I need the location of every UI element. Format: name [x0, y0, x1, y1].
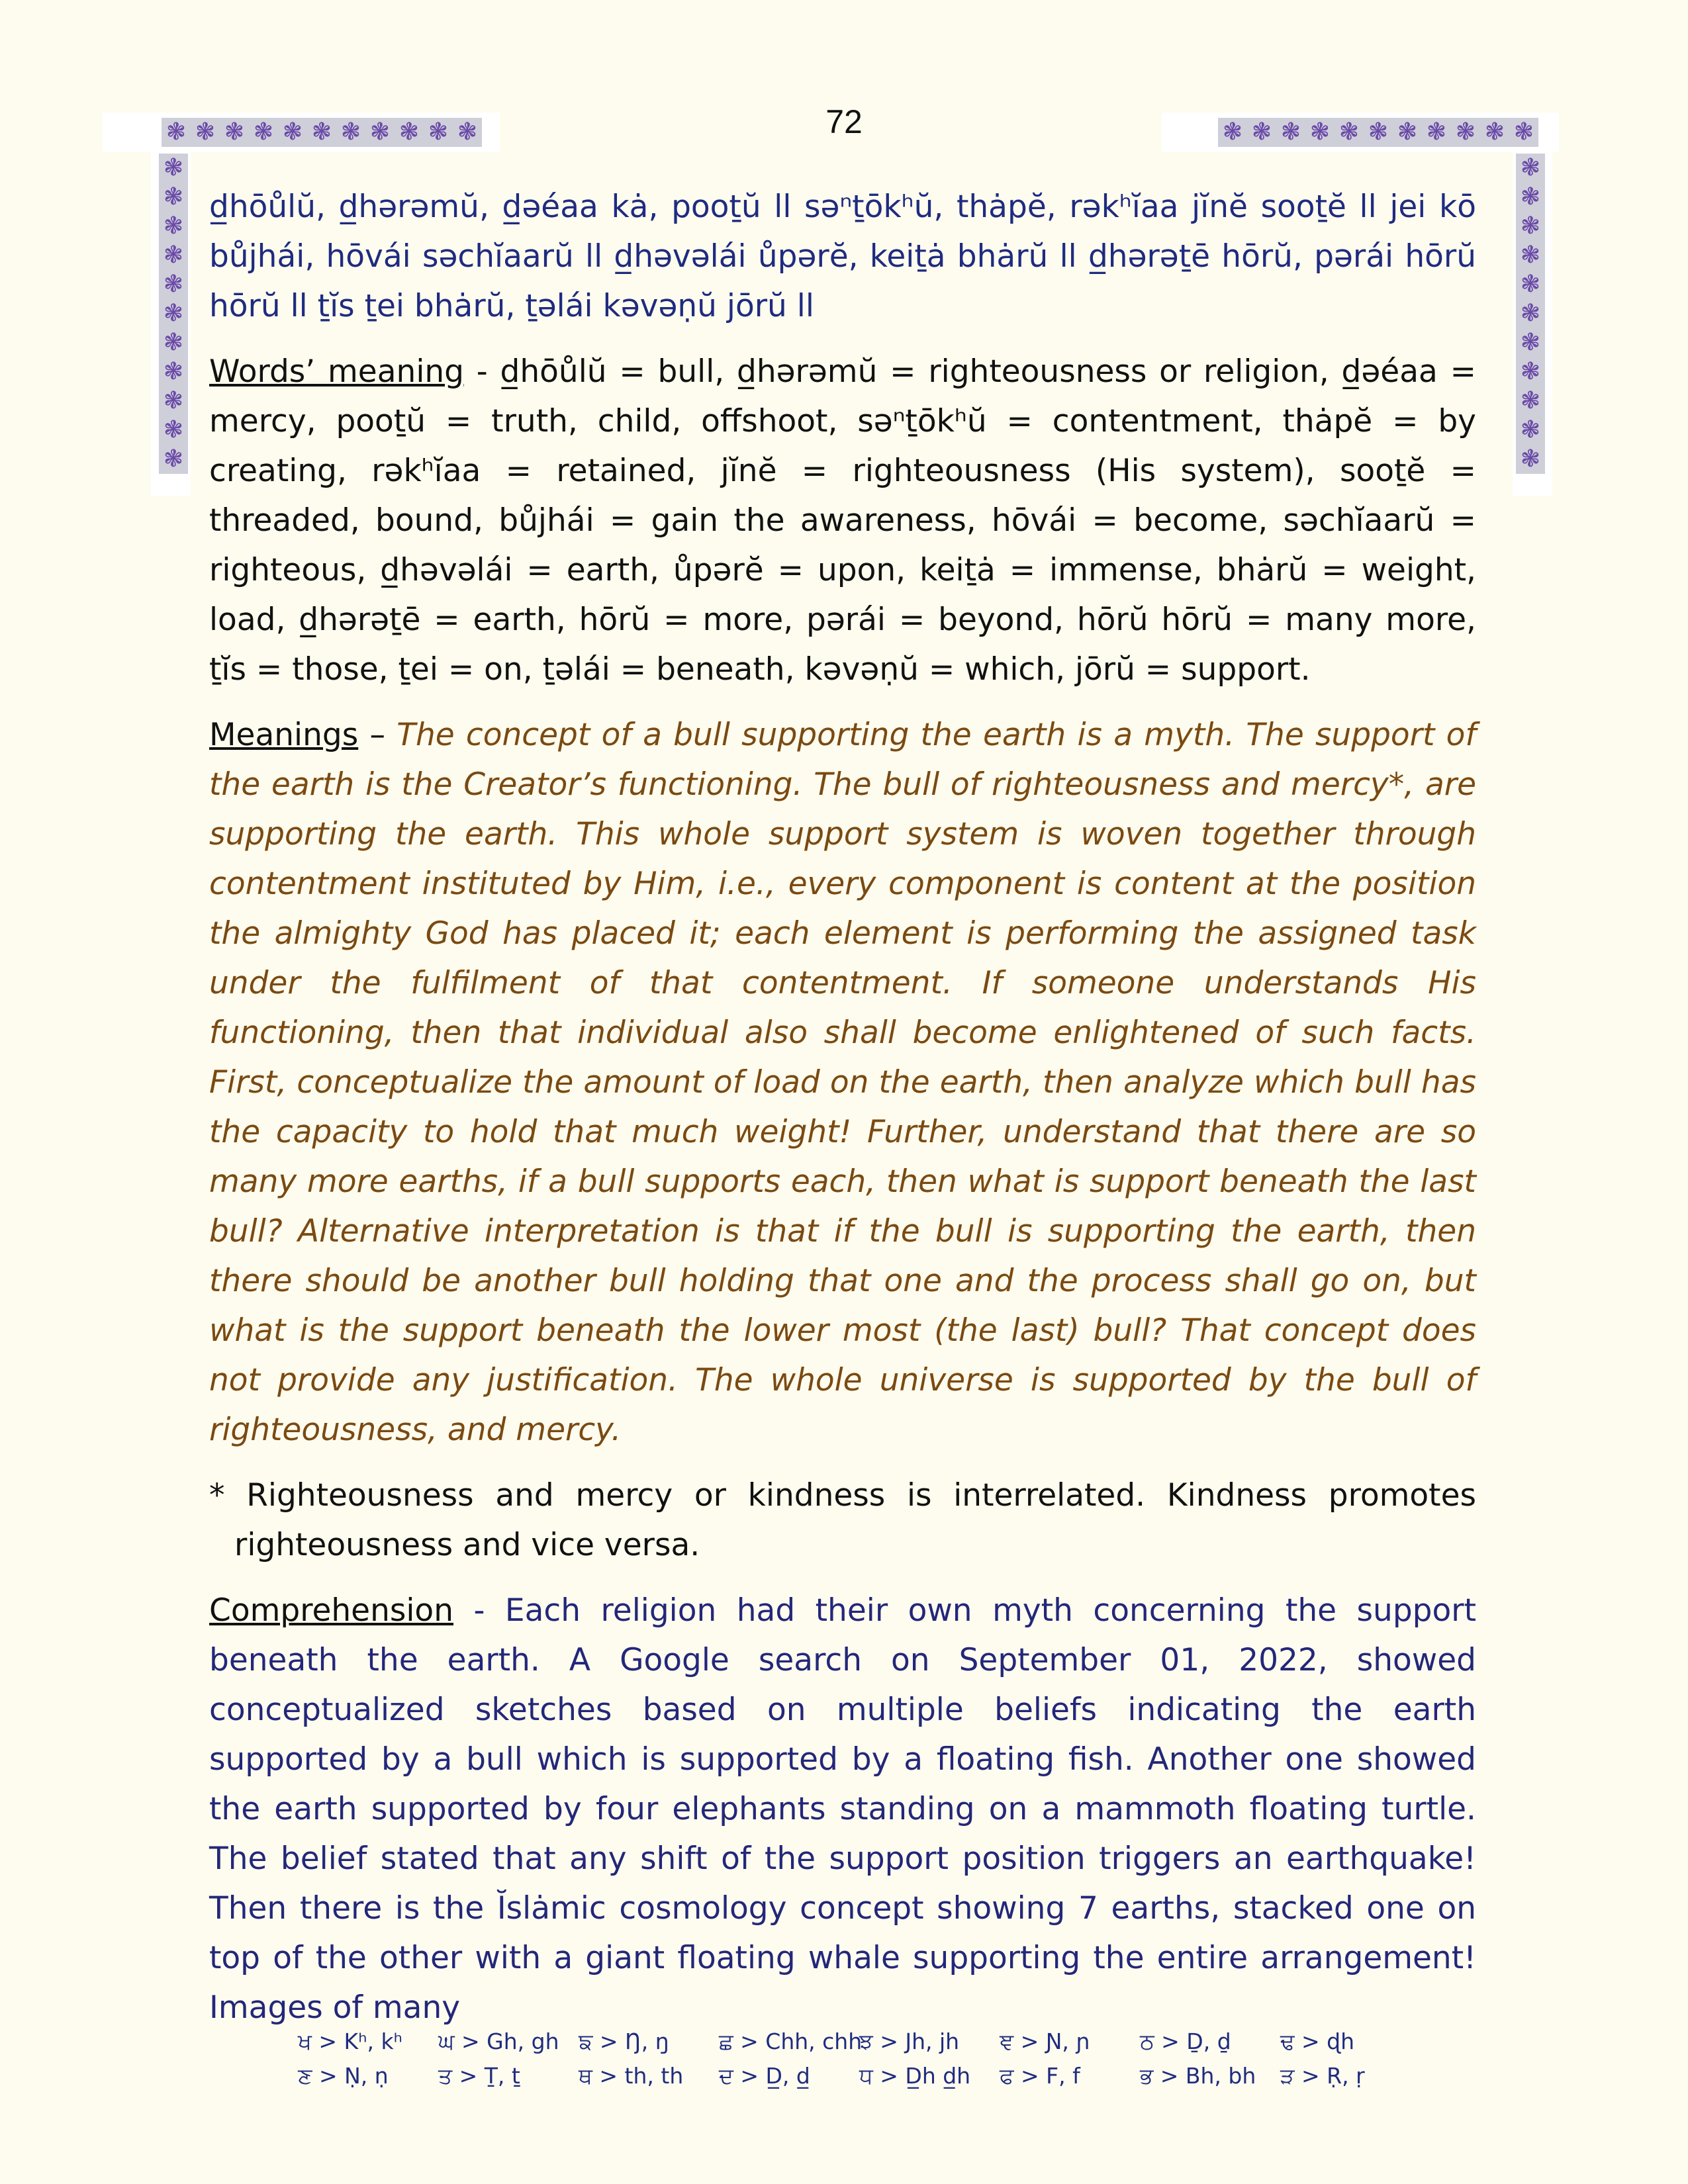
- legend-entry: ਦ > D̲, d̲: [719, 2063, 810, 2089]
- flower-ornament-icon: ❃: [159, 445, 188, 474]
- flower-ornament-icon: ❃: [1422, 118, 1451, 147]
- flower-ornament-icon: ❃: [1305, 118, 1335, 147]
- flower-ornament-icon: ❃: [1516, 212, 1545, 241]
- meanings-paragraph: [209, 710, 1476, 1455]
- comprehension-body: - Each religion had their own myth concerning the support beneath the earth. A Google search on September 01, 2022, showed conceptualized sketches based on multiple beliefs indicating the earth supported by a bull which is supported by a floating fish. Another one showed the earth supported by four elephants standing on a mammoth floating turtle. The belief stated that any shift of the support position triggers an earthquake! Then there is the Ĭslȧmic cosmology concept showing 7 earths, stacked one on top of the other with a giant floating whale supporting the entire arrangement! Images of many: [209, 1592, 1476, 2026]
- meanings-dash: –: [358, 717, 397, 753]
- flower-ornament-icon: ❃: [1509, 118, 1538, 147]
- flower-ornament-icon: ❃: [424, 118, 453, 147]
- flower-ornament-icon: ❃: [159, 154, 188, 183]
- flower-ornament-icon: ❃: [1516, 357, 1545, 387]
- legend-entry: ਙ > Ŋ, ŋ: [579, 2028, 669, 2054]
- flower-ornament-icon: ❃: [159, 299, 188, 328]
- meanings-body: The concept of a bull supporting the earth is a myth. The support of the earth is the Creator’s functioning. The bull of righteousness and mercy*, are supporting the earth. This whole support system is woven together through contentment instituted by Him, i.e., every component is content at the position the almighty God has placed it; each element is performing the assigned task under the fulfilment of that contentment. If someone understands His functioning, then that individual also shall become enlightened of such facts. First, conceptualize the amount of load on the earth, then analyze which bull has the capacity to hold that much weight! Further, understand that there are so many more earths, if a bull supports each, then what is support beneath the last bull? Alternative interpretation is that if the bull is supporting the earth, then there should be another bull holding that one and the process shall go on, but what is the support beneath the lower most (the last) bull? That concept does not provide any justification. The whole universe is supported by the bull of righteousness, and mercy.: [209, 717, 1476, 1448]
- flower-ornament-icon: ❃: [365, 118, 395, 147]
- flower-ornament-icon: ❃: [1276, 118, 1305, 147]
- transliteration-legend: [298, 2028, 1423, 2097]
- flower-ornament-icon: ❃: [1516, 241, 1545, 270]
- flower-ornament-icon: ❃: [1451, 118, 1480, 147]
- flower-ornament-icon: ❃: [159, 212, 188, 241]
- flower-ornament-icon: ❃: [1516, 445, 1545, 474]
- words-meaning-paragraph: [209, 347, 1476, 694]
- flower-ornament-icon: ❃: [395, 118, 424, 147]
- ornament-column-right: [1516, 154, 1545, 490]
- legend-entry: ਫ > F, f: [1000, 2063, 1080, 2089]
- legend-entry: ਭ > Bh, bh: [1140, 2063, 1256, 2089]
- legend-row: [298, 2028, 1423, 2063]
- words-meaning-heading: Words’ meaning: [209, 353, 464, 390]
- legend-entry: ਣ > Ṇ, ṇ: [298, 2063, 389, 2089]
- legend-entry: ਤ > Ṯ, ṯ: [438, 2063, 520, 2089]
- flower-ornament-icon: ❃: [1516, 416, 1545, 445]
- meanings-heading: Meanings: [209, 717, 359, 753]
- flower-ornament-icon: ❃: [1335, 118, 1364, 147]
- flower-ornament-icon: ❃: [1247, 118, 1276, 147]
- flower-ornament-icon: ❃: [159, 183, 188, 212]
- flower-ornament-icon: ❃: [1516, 270, 1545, 299]
- legend-entry: ਥ > th, th: [579, 2063, 684, 2089]
- flower-ornament-icon: ❃: [1516, 299, 1545, 328]
- flower-ornament-icon: ❃: [336, 118, 365, 147]
- flower-ornament-icon: ❃: [159, 357, 188, 387]
- flower-ornament-icon: ❃: [191, 118, 220, 147]
- page-number: 72: [825, 103, 863, 140]
- legend-entry: ਛ > Chh, chh: [719, 2028, 863, 2054]
- flower-ornament-icon: ❃: [220, 118, 249, 147]
- ornament-column-left: [159, 154, 188, 490]
- flower-ornament-icon: ❃: [1393, 118, 1422, 147]
- comprehension-paragraph: [209, 1586, 1476, 2032]
- flower-ornament-icon: ❃: [1516, 154, 1545, 183]
- words-meaning-body: - d̲hōůlŭ = bull, d̲hərəmŭ = righteousness or religion, d̲əéaa = mercy, pooṯŭ = truth, child, offshoot, səⁿṯōkʰŭ = contentment, thȧpĕ = by creating, rəkʰĭaa = retained, jĭnĕ = righteousness (His system), sooṯĕ = threaded, bound, bůjhái = gain the awareness, hōvái = become, səchĭaarŭ = righteous, d̲həvəlái = earth, ůpərĕ = upon, keiṯȧ = immense, bhȧrŭ = weight, load, d̲hərəṯē = earth, hōrŭ = more, pərái = beyond, hōrŭ hōrŭ = many more, ṯĭs = those, ṯei = on, ṯəlái = beneath, kəvəṇŭ = which, jōrŭ = support.: [209, 353, 1476, 688]
- flower-ornament-icon: ❃: [159, 387, 188, 416]
- flower-ornament-icon: ❃: [1516, 328, 1545, 357]
- flower-ornament-icon: ❃: [159, 270, 188, 299]
- flower-ornament-icon: ❃: [1480, 118, 1509, 147]
- legend-entry: ਝ > Jh, jh: [859, 2028, 960, 2054]
- flower-ornament-icon: ❃: [1516, 387, 1545, 416]
- comprehension-heading: Comprehension: [209, 1592, 453, 1629]
- flower-ornament-icon: ❃: [453, 118, 482, 147]
- flower-ornament-icon: ❃: [1516, 183, 1545, 212]
- flower-ornament-icon: ❃: [278, 118, 307, 147]
- legend-entry: ਧ > D̲h d̲h: [859, 2063, 971, 2089]
- flower-ornament-icon: ❃: [159, 328, 188, 357]
- page-content: [209, 182, 1476, 2048]
- legend-entry: ਖ > Kʰ, kʰ: [298, 2028, 402, 2054]
- flower-ornament-icon: ❃: [1218, 118, 1247, 147]
- flower-ornament-icon: ❃: [307, 118, 336, 147]
- legend-entry: ਢ > ɖh: [1280, 2028, 1355, 2054]
- flower-ornament-icon: ❃: [1364, 118, 1393, 147]
- flower-ornament-icon: ❃: [159, 241, 188, 270]
- footnote: * Righteousness and mercy or kindness is interrelated. Kindness promotes righteousness and vice versa.: [209, 1477, 1476, 1563]
- legend-entry: ਘ > Gh, gh: [438, 2028, 559, 2054]
- flower-ornament-icon: ❃: [249, 118, 278, 147]
- ornament-row-top-left: [162, 118, 492, 147]
- legend-entry: ਠ > Ḏ, ḏ: [1140, 2028, 1231, 2054]
- flower-ornament-icon: ❃: [159, 416, 188, 445]
- legend-entry: ਞ > Ɲ, ɲ: [1000, 2028, 1090, 2054]
- ornament-row-top-right: [1218, 118, 1546, 147]
- legend-entry: ੜ > Ṛ, ṛ: [1280, 2063, 1365, 2089]
- legend-row: [298, 2063, 1423, 2097]
- verse-transliteration: d̲hōůlŭ, d̲hərəmŭ, d̲əéaa kȧ, pooṯŭ ll səⁿṯōkʰŭ, thȧpĕ, rəkʰĭaa jĭnĕ sooṯĕ ll jei kō bůjhái, hōvái səchĭaarŭ ll d̲həvəlái ůpərĕ, keiṯȧ bhȧrŭ ll d̲hərəṯē hōrŭ, pərái hōrŭ hōrŭ ll ṯĭs ṯei bhȧrŭ, ṯəlái kəvəṇŭ jōrŭ ll: [209, 189, 1476, 324]
- flower-ornament-icon: ❃: [162, 118, 191, 147]
